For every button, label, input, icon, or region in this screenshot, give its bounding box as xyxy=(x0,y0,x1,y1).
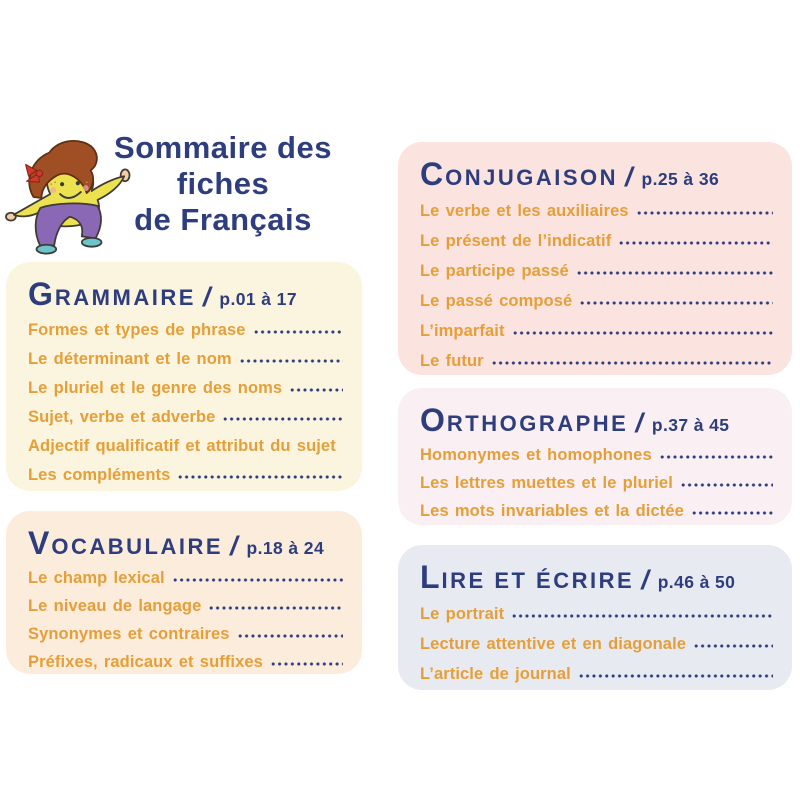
toc-entry xyxy=(28,399,344,428)
section-title: CONJUGAISON xyxy=(420,156,619,192)
toc-entry-label: Adjectif qualificatif et attribut du sujet xyxy=(28,437,336,455)
toc-entry-label: Préfixes, radicaux et suffixes xyxy=(28,653,263,671)
page-title xyxy=(68,130,378,238)
toc-entry-label: Formes et types de phrase xyxy=(28,321,246,339)
toc-entry-label: Homonymes et homophones xyxy=(420,446,652,464)
dotted-leader xyxy=(691,510,773,516)
toc-entry xyxy=(28,589,344,617)
section-page-range: p.25 à 36 xyxy=(641,169,720,189)
section-vocabulaire-header xyxy=(28,525,344,561)
section-grammaire xyxy=(6,262,362,491)
dotted-leader xyxy=(618,240,773,246)
dotted-leader xyxy=(239,358,343,364)
dotted-leader xyxy=(237,633,343,639)
slash-separator: / xyxy=(230,531,238,561)
section-page-range: p.37 à 45 xyxy=(651,415,730,435)
dotted-leader xyxy=(636,210,773,216)
section-orthographe-header xyxy=(420,402,774,438)
toc-entry xyxy=(420,192,774,222)
section-title: ORTHOGRAPHE xyxy=(420,402,629,438)
toc-entry xyxy=(420,282,774,312)
toc-entry xyxy=(28,312,344,341)
toc-entry-label: Lecture attentive et en diagonale xyxy=(420,635,687,653)
toc-entry xyxy=(420,494,774,522)
toc-entry xyxy=(420,438,774,466)
section-lire-et-ecrire-header xyxy=(420,559,774,595)
slash-separator: / xyxy=(625,162,633,192)
dotted-leader xyxy=(270,661,343,667)
toc-entry-label: Les lettres muettes et le pluriel xyxy=(420,474,673,492)
toc-entry-label: Les mots invariables et la dictée xyxy=(420,502,684,520)
dotted-leader xyxy=(659,454,773,460)
toc-entry-label: Le participe passé xyxy=(420,262,569,280)
slash-separator: / xyxy=(635,408,643,438)
dotted-leader xyxy=(491,360,773,366)
section-grammaire-header xyxy=(28,276,344,312)
dotted-leader xyxy=(693,643,773,649)
toc-entry-label: Le niveau de langage xyxy=(28,597,202,615)
toc-entry-label: Le portrait xyxy=(420,605,505,623)
dotted-leader xyxy=(208,605,343,611)
section-orthographe xyxy=(398,388,792,525)
dotted-leader xyxy=(289,387,343,393)
toc-entry xyxy=(28,428,344,457)
toc-entry xyxy=(420,312,774,342)
page-title-line2: de Français xyxy=(134,202,312,237)
section-title: LIRE ET ÉCRIRE xyxy=(420,559,635,595)
section-conjugaison xyxy=(398,142,792,375)
section-conjugaison-header xyxy=(420,156,774,192)
section-page-range: p.46 à 50 xyxy=(657,572,736,592)
section-title: GRAMMAIRE xyxy=(28,276,196,312)
page-title-line1: Sommaire des fiches xyxy=(114,130,332,201)
toc-entry xyxy=(420,252,774,282)
toc-entry-label: L’imparfait xyxy=(420,322,505,340)
toc-entry-label: Le pluriel et le genre des noms xyxy=(28,379,283,397)
toc-entry-label: Le passé composé xyxy=(420,292,573,310)
section-vocabulaire xyxy=(6,511,362,674)
dotted-leader xyxy=(253,329,343,335)
toc-entry xyxy=(28,561,344,589)
dotted-leader xyxy=(579,300,773,306)
dotted-leader xyxy=(680,482,773,488)
toc-entry xyxy=(28,370,344,399)
toc-entry-label: Le présent de l’indicatif xyxy=(420,232,612,250)
dotted-leader xyxy=(177,474,343,480)
toc-entry xyxy=(420,655,774,685)
toc-entry xyxy=(28,341,344,370)
toc-entry-label: Le futur xyxy=(420,352,484,370)
dotted-leader xyxy=(512,330,773,336)
dotted-leader xyxy=(578,673,773,679)
toc-entry xyxy=(420,222,774,252)
toc-entry xyxy=(28,617,344,645)
dotted-leader xyxy=(343,445,344,451)
toc-entry-label: Sujet, verbe et adverbe xyxy=(28,408,216,426)
section-lire-et-ecrire xyxy=(398,545,792,690)
section-page-range: p.01 à 17 xyxy=(219,289,297,309)
toc-entry-label: L’article de journal xyxy=(420,665,571,683)
dotted-leader xyxy=(576,270,773,276)
section-title: VOCABULAIRE xyxy=(28,525,224,561)
dotted-leader xyxy=(222,416,343,422)
section-page-range: p.18 à 24 xyxy=(246,538,325,558)
toc-entry-label: Les compléments xyxy=(28,466,171,484)
slash-separator: / xyxy=(641,565,649,595)
toc-entry-label: Le déterminant et le nom xyxy=(28,350,232,368)
toc-entry xyxy=(420,466,774,494)
toc-entry xyxy=(28,457,344,486)
toc-entry-label: Le verbe et les auxiliaires xyxy=(420,202,629,220)
toc-entry xyxy=(420,625,774,655)
toc-entry xyxy=(420,342,774,372)
dotted-leader xyxy=(172,577,343,583)
slash-separator: / xyxy=(202,282,211,312)
dotted-leader xyxy=(511,613,773,619)
toc-entry xyxy=(28,645,344,673)
toc-entry xyxy=(420,595,774,625)
toc-entry-label: Le champ lexical xyxy=(28,569,165,587)
toc-entry-label: Synonymes et contraires xyxy=(28,625,230,643)
